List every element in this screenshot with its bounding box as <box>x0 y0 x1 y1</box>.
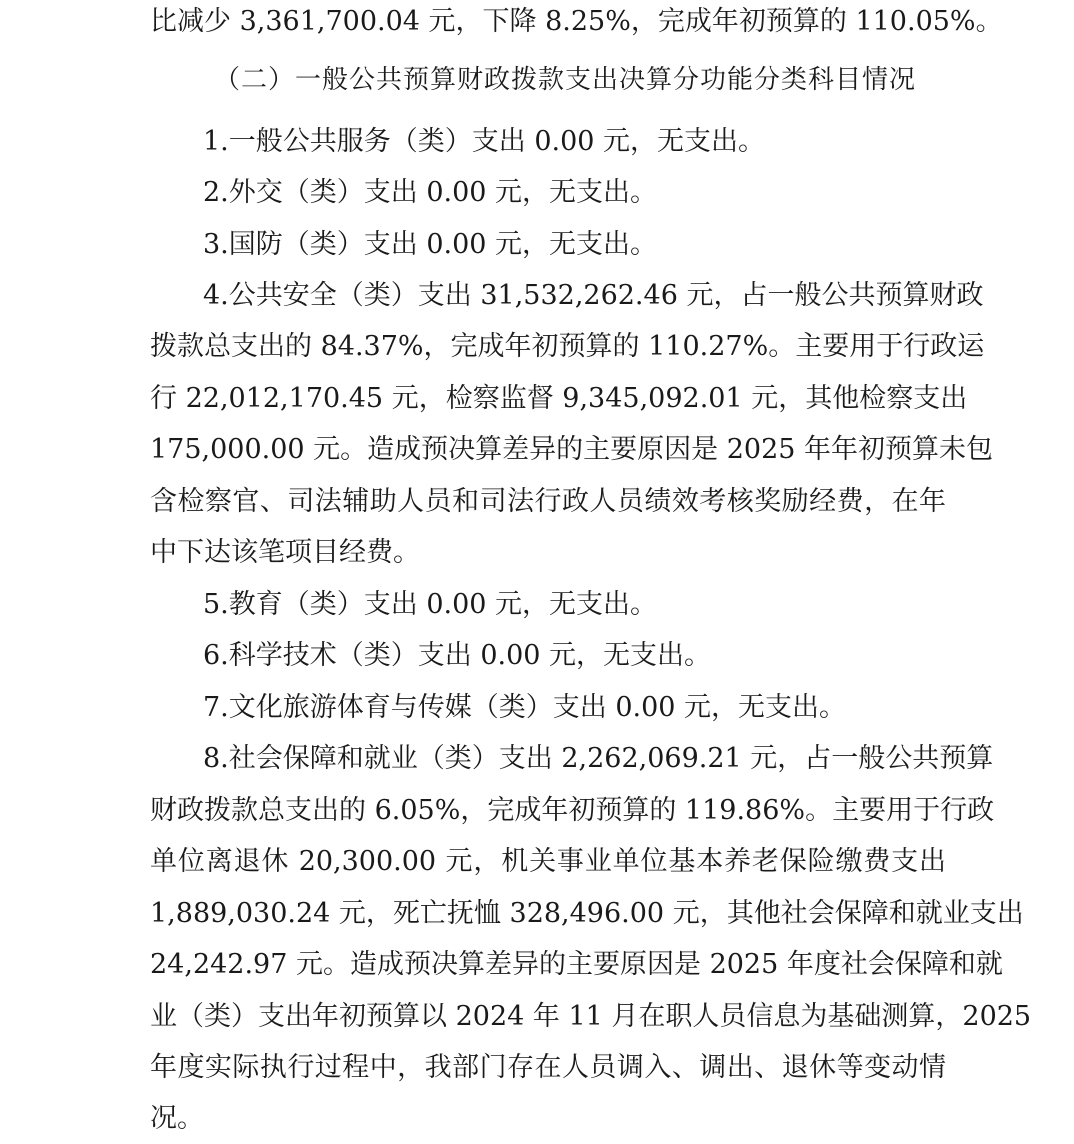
item-8-line: 24,242.97 元。造成预决算差异的主要原因是 2025 年度社会保障和就 <box>150 949 1003 980</box>
item-4-line: 行 22,012,170.45 元，检察监督 9,345,092.01 元，其他检察支出 <box>150 383 968 414</box>
item-8-line: 8.社会保障和就业（类）支出 2,262,069.21 元，占一般公共预算 <box>203 743 994 774</box>
item-6-line: 6.科学技术（类）支出 0.00 元，无支出。 <box>203 640 712 671</box>
item-3-line: 3.国防（类）支出 0.00 元，无支出。 <box>203 229 658 260</box>
paragraph-line: 比减少 3,361,700.04 元，下降 8.25%，完成年初预算的 110.05%。 <box>150 6 1003 37</box>
item-2-line: 2.外交（类）支出 0.00 元，无支出。 <box>203 177 658 208</box>
item-8-line: 况。 <box>150 1103 204 1134</box>
item-4-line: 175,000.00 元。造成预决算差异的主要原因是 2025 年年初预算未包 <box>150 434 994 465</box>
section-heading: （二）一般公共预算财政拨款支出决算分功能分类科目情况 <box>214 65 917 95</box>
item-4-line: 拨款总支出的 84.37%，完成年初预算的 110.27%。主要用于行政运 <box>150 331 985 362</box>
item-4-line: 4.公共安全（类）支出 31,532,262.46 元，占一般公共预算财政 <box>203 280 984 311</box>
item-8-line: 业（类）支出年初预算以 2024 年 11 月在职人员信息为基础测算，2025 <box>150 1001 1032 1032</box>
item-8-line: 年度实际执行过程中，我部门存在人员调入、调出、退休等变动情 <box>150 1052 946 1083</box>
item-7-line: 7.文化旅游体育与传媒（类）支出 0.00 元，无支出。 <box>203 692 847 723</box>
item-8-line: 单位离退休 20,300.00 元，机关事业单位基本养老保险缴费支出 <box>150 846 946 877</box>
item-5-line: 5.教育（类）支出 0.00 元，无支出。 <box>203 589 658 620</box>
item-8-line: 1,889,030.24 元，死亡抚恤 328,496.00 元，其他社会保障和就业支出 <box>150 898 1024 929</box>
item-1-line: 1.一般公共服务（类）支出 0.00 元，无支出。 <box>203 126 766 157</box>
item-4-line: 含检察官、司法辅助人员和司法行政人员绩效考核奖励经费，在年 <box>150 486 946 517</box>
item-4-line: 中下达该笔项目经费。 <box>150 537 420 568</box>
item-8-line: 财政拨款总支出的 6.05%，完成年初预算的 119.86%。主要用于行政 <box>150 795 995 826</box>
